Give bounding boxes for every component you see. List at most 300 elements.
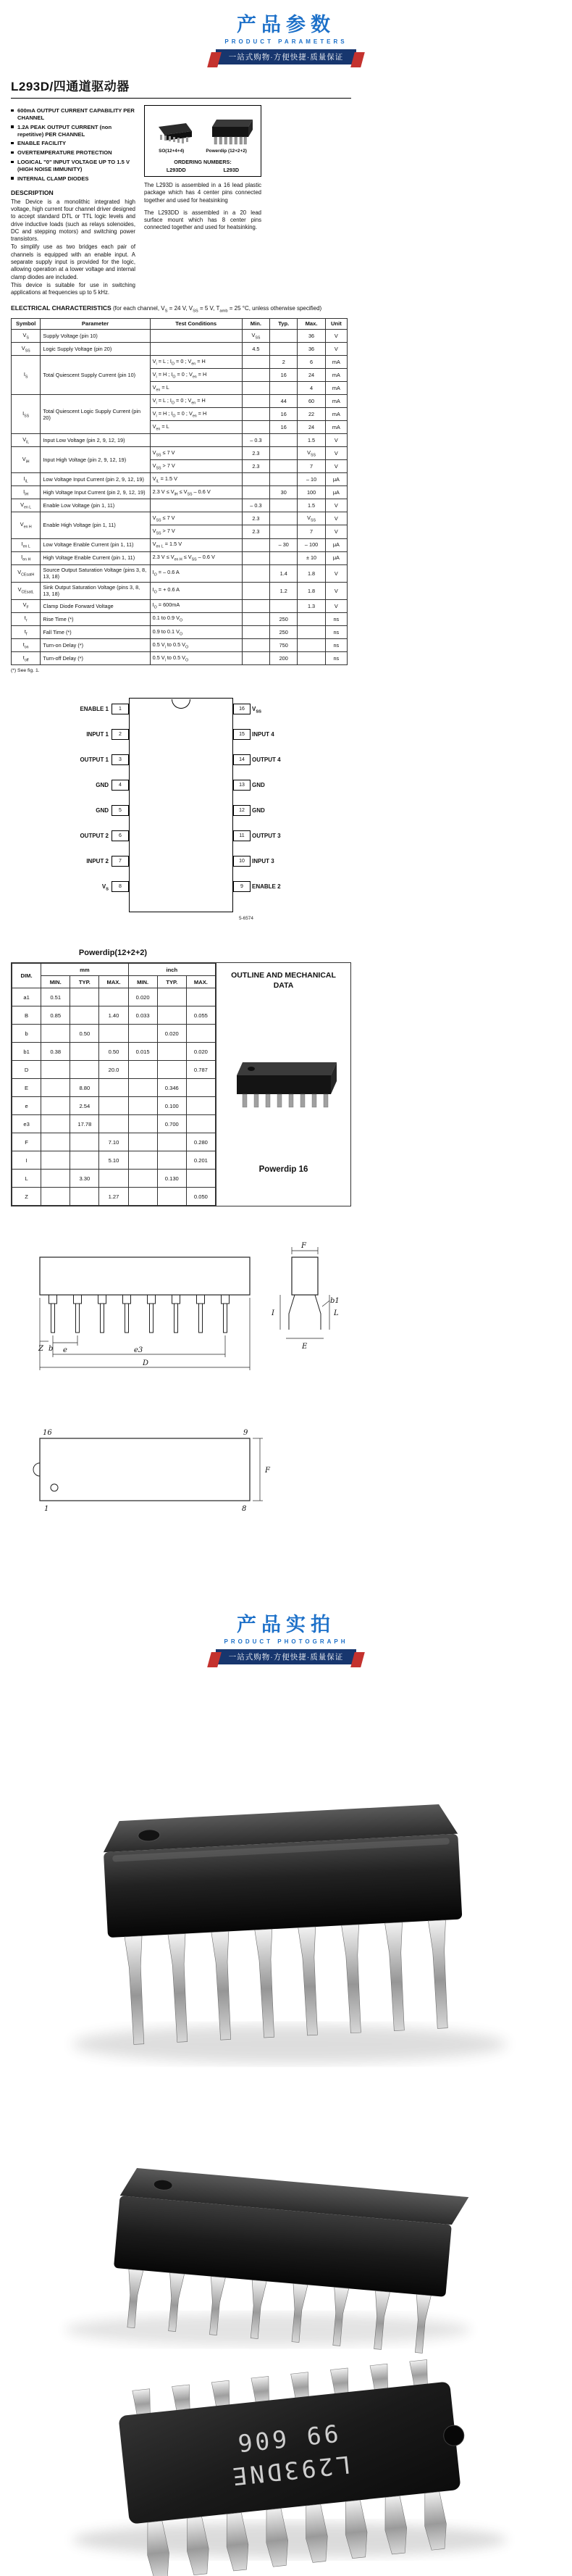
dim-name: e bbox=[12, 1097, 41, 1115]
elec-cell: 750 bbox=[270, 639, 298, 652]
dim-value bbox=[41, 1115, 70, 1133]
dim-unit-header: mm bbox=[41, 964, 128, 976]
elec-cell bbox=[270, 343, 298, 356]
elec-cell: High Voltage Input Current (pin 2, 9, 12, 19) bbox=[41, 486, 150, 499]
dim-value: 0.346 bbox=[157, 1079, 186, 1097]
package-name: Powerdip 16 bbox=[258, 1165, 308, 1175]
elec-cell: 2.3 bbox=[242, 460, 269, 473]
elec-cell bbox=[242, 369, 269, 382]
elec-cell bbox=[270, 447, 298, 460]
elec-cell: ns bbox=[325, 652, 347, 665]
elec-cell: $t_{off}$ bbox=[12, 652, 41, 665]
banner-subtitle: PRODUCT PHOTOGRAPH bbox=[224, 1638, 348, 1646]
pin-number: 11 bbox=[233, 830, 251, 841]
elec-col-header: Min. bbox=[242, 318, 269, 329]
dim-name: a1 bbox=[12, 988, 41, 1006]
mech-dim-label: E bbox=[302, 1343, 308, 1351]
dim-value bbox=[70, 1151, 99, 1170]
ordering-number-l293dd: L293DD bbox=[166, 167, 186, 173]
elec-cell: μA bbox=[325, 486, 347, 499]
elec-cell: $V_{CEsatH}$ bbox=[12, 564, 41, 582]
elec-cell: V bbox=[325, 460, 347, 473]
electrical-conditions: (for each channel, $V_S = 24$ V, $V_{SS} = 5$ V, $T_{amb} = 25$ °C, unless otherwise specified) bbox=[111, 305, 322, 314]
pin-number: 6 bbox=[112, 830, 129, 841]
dim-value: 1.27 bbox=[99, 1188, 128, 1206]
mech-dim-label: L bbox=[334, 1309, 339, 1318]
dim-value bbox=[157, 1006, 186, 1025]
elec-cell: 1.4 bbox=[270, 564, 298, 582]
elec-cell: 16 bbox=[270, 369, 298, 382]
dim-value bbox=[128, 1061, 157, 1079]
elec-cell bbox=[270, 525, 298, 538]
elec-cell: ns bbox=[325, 612, 347, 625]
elec-cell: mA bbox=[325, 356, 347, 369]
elec-cell: ns bbox=[325, 626, 347, 639]
dim-value: 0.130 bbox=[157, 1170, 186, 1188]
elec-cell: V bbox=[325, 525, 347, 538]
elec-cell: $V_{SS} > 7$ V bbox=[150, 460, 242, 473]
elec-cell: $V_{SS}$ bbox=[242, 330, 269, 343]
dim-value bbox=[128, 1151, 157, 1170]
elec-cell: 16 bbox=[270, 408, 298, 421]
elec-cell: V bbox=[325, 499, 347, 512]
dim-sub-header: TYP. bbox=[157, 976, 186, 988]
dim-value bbox=[186, 1079, 215, 1097]
elec-cell: $V_{en} = L$ bbox=[150, 421, 242, 434]
banner-product-parameters bbox=[0, 0, 572, 70]
dim-value bbox=[157, 988, 186, 1006]
dim-name: E bbox=[12, 1079, 41, 1097]
dim-value bbox=[70, 1043, 99, 1061]
elec-cell bbox=[242, 612, 269, 625]
elec-cell: $I_{iL}$ bbox=[12, 473, 41, 486]
page-title: L293D/四通道驱动器 bbox=[11, 80, 130, 93]
elec-cell: mA bbox=[325, 408, 347, 421]
chip-marking-line-1: L293DNE bbox=[228, 2450, 352, 2491]
elec-cell: $V_{en} = L$ bbox=[150, 382, 242, 395]
chip-marking-line-2: 99 606 bbox=[233, 2418, 340, 2458]
pin-label: OUTPUT 1 bbox=[80, 756, 109, 764]
dim-name: b1 bbox=[12, 1043, 41, 1061]
pin-number: 3 bbox=[112, 754, 129, 765]
elec-cell: 2.3 bbox=[242, 525, 269, 538]
outline-title: OUTLINE AND MECHANICAL DATA bbox=[231, 971, 336, 991]
elec-cell: 100 bbox=[298, 486, 325, 499]
elec-cell: $V_i = L$ ; $I_O = 0$ ; $V_{en} = H$ bbox=[150, 395, 242, 408]
elec-cell: Logic Supply Voltage (pin 20) bbox=[41, 343, 150, 356]
dim-value bbox=[99, 1115, 128, 1133]
elec-cell bbox=[150, 330, 242, 343]
product-photo-2 bbox=[0, 2105, 572, 2576]
dim-value: 2.54 bbox=[70, 1097, 99, 1115]
elec-cell: 7 bbox=[298, 460, 325, 473]
dim-value: 0.033 bbox=[128, 1006, 157, 1025]
elec-cell bbox=[270, 499, 298, 512]
dim-value bbox=[70, 1006, 99, 1025]
banner-title: 产品参数 bbox=[237, 14, 335, 36]
elec-cell: 250 bbox=[270, 626, 298, 639]
elec-cell: μA bbox=[325, 538, 347, 551]
description-paragraph: The Device is a monolithic integrated high voltage, high current four channel driver designed to accept standard DTL or TTL logic levels and drive inductive loads (such as relays solenoides, DC and stepping motors) and switching power transistors. bbox=[11, 198, 135, 243]
pin-number: 4 bbox=[112, 780, 129, 791]
feature-item: INTERNAL CLAMP DIODES bbox=[11, 175, 135, 183]
elec-cell: 1.8 bbox=[298, 564, 325, 582]
elec-cell: – 0.3 bbox=[242, 499, 269, 512]
package-box bbox=[144, 105, 261, 177]
dim-value: 0.201 bbox=[186, 1151, 215, 1170]
elec-cell: Input High Voltage (pin 2, 9, 12, 19) bbox=[41, 447, 150, 473]
elec-cell: ± 10 bbox=[298, 551, 325, 564]
dip-package-image bbox=[203, 111, 254, 147]
elec-cell: – 10 bbox=[298, 473, 325, 486]
elec-cell: mA bbox=[325, 369, 347, 382]
elec-cell bbox=[298, 652, 325, 665]
elec-cell: 0.5 $V_i$ to 0.5 $V_O$ bbox=[150, 652, 242, 665]
dim-value bbox=[157, 1133, 186, 1151]
elec-cell: V bbox=[325, 434, 347, 447]
elec-cell bbox=[242, 626, 269, 639]
elec-col-header: Parameter bbox=[41, 318, 150, 329]
elec-cell: Sink Output Saturation Voltage (pins 3, 8, 13, 18) bbox=[41, 582, 150, 599]
description-paragraphs bbox=[11, 199, 135, 297]
dim-value bbox=[41, 1061, 70, 1079]
elec-cell: 2.3 $V \le V_{en H} \le V_{SS} - 0.6$ V bbox=[150, 551, 242, 564]
pin-label: GND bbox=[252, 807, 265, 814]
elec-cell bbox=[242, 551, 269, 564]
elec-cell: mA bbox=[325, 382, 347, 395]
description-paragraph: This device is suitable for use in switching applications at frequencies up to 5 kHz. bbox=[11, 281, 135, 296]
powerdip-chip-image bbox=[222, 1045, 345, 1112]
dim-value bbox=[99, 1079, 128, 1097]
elec-cell: 200 bbox=[270, 652, 298, 665]
elec-cell: 24 bbox=[298, 421, 325, 434]
dim-value bbox=[99, 1170, 128, 1188]
dim-name: b bbox=[12, 1025, 41, 1043]
feature-item: 1.2A PEAK OUTPUT CURRENT (non repetitive) PER CHANNEL bbox=[11, 124, 135, 138]
dim-value bbox=[128, 1188, 157, 1206]
dim-value bbox=[99, 1097, 128, 1115]
electrical-characteristics bbox=[11, 304, 351, 673]
dim-value bbox=[41, 1079, 70, 1097]
elec-cell: 250 bbox=[270, 612, 298, 625]
dim-value: 17.78 bbox=[70, 1115, 99, 1133]
dim-value: 0.700 bbox=[157, 1115, 186, 1133]
pin-label: INPUT 3 bbox=[252, 858, 274, 865]
elec-cell bbox=[242, 652, 269, 665]
elec-cell: μA bbox=[325, 473, 347, 486]
elec-cell: $V_{SS}$ bbox=[298, 447, 325, 460]
elec-cell bbox=[270, 512, 298, 525]
elec-cell: $I_{en H}$ bbox=[12, 551, 41, 564]
mech-dim-label: 1 bbox=[44, 1505, 49, 1514]
elec-cell: $I_{SS}$ bbox=[12, 395, 41, 434]
dim-value bbox=[128, 1025, 157, 1043]
elec-cell: 1.5 bbox=[298, 434, 325, 447]
elec-cell: $V_{SS} \le 7$ V bbox=[150, 447, 242, 460]
pin-label: OUTPUT 4 bbox=[252, 756, 281, 764]
elec-cell: $I_S$ bbox=[12, 356, 41, 395]
mech-dim-label: Z bbox=[38, 1345, 43, 1354]
dim-value bbox=[186, 988, 215, 1006]
dim-value bbox=[186, 1115, 215, 1133]
elec-col-header: Symbol bbox=[12, 318, 41, 329]
elec-cell: 6 bbox=[298, 356, 325, 369]
elec-cell bbox=[270, 460, 298, 473]
mech-dim-label: e bbox=[63, 1346, 67, 1355]
dimensions-title: Powerdip(12+2+2) bbox=[78, 949, 148, 958]
elec-cell bbox=[270, 434, 298, 447]
dim-value bbox=[128, 1170, 157, 1188]
elec-cell: Enable Low Voltage (pin 1, 11) bbox=[41, 499, 150, 512]
elec-cell: V bbox=[325, 330, 347, 343]
pin-label: ENABLE 2 bbox=[252, 883, 281, 891]
elec-cell: – 0.3 bbox=[242, 434, 269, 447]
dim-value bbox=[157, 1043, 186, 1061]
mech-dim-label: b1 bbox=[330, 1297, 340, 1306]
pin-number: 1 bbox=[112, 704, 129, 714]
elec-cell: Low Voltage Enable Current (pin 1, 11) bbox=[41, 538, 150, 551]
package-paragraph: The L293D is assembled in a 16 lead plastic package which has 4 center pins connected together and used for heatsinking bbox=[144, 182, 261, 204]
dim-value bbox=[128, 1133, 157, 1151]
elec-cell: Total Quiescent Supply Current (pin 10) bbox=[41, 356, 150, 395]
elec-cell: 24 bbox=[298, 369, 325, 382]
datasheet-top bbox=[11, 105, 351, 297]
electrical-table bbox=[11, 318, 348, 665]
description-paragraph: To simplify use as two bridges each pair of channels is equipped with an enable input. A separate supply input is provided for the logic, allowing operation at a lower voltage and internal clamp diodes are included. bbox=[11, 243, 135, 280]
pin-number: 13 bbox=[233, 780, 251, 791]
datasheet-left-column bbox=[11, 105, 135, 297]
elec-cell: V bbox=[325, 582, 347, 599]
elec-cell bbox=[242, 382, 269, 395]
elec-col-header: Max. bbox=[298, 318, 325, 329]
elec-cell bbox=[242, 486, 269, 499]
pin-number: 7 bbox=[112, 856, 129, 867]
dim-name: D bbox=[12, 1061, 41, 1079]
package-images bbox=[148, 109, 258, 147]
elec-cell: – 100 bbox=[298, 538, 325, 551]
dim-value: 0.280 bbox=[186, 1133, 215, 1151]
elec-cell bbox=[298, 626, 325, 639]
mech-dim-label: I bbox=[272, 1309, 274, 1318]
elec-col-header: Typ. bbox=[270, 318, 298, 329]
elec-cell: $V_S$ bbox=[12, 330, 41, 343]
elec-cell: $V_{en L}$ bbox=[12, 499, 41, 512]
datasheet-right-column bbox=[144, 105, 351, 297]
elec-cell bbox=[270, 473, 298, 486]
elec-cell: 2.3 bbox=[242, 512, 269, 525]
dim-value bbox=[70, 988, 99, 1006]
elec-cell bbox=[242, 421, 269, 434]
feature-item: ENABLE FACILITY bbox=[11, 140, 135, 147]
elec-cell: 7 bbox=[298, 525, 325, 538]
dim-value: 0.050 bbox=[186, 1188, 215, 1206]
pin-number: 15 bbox=[233, 729, 251, 740]
elec-cell: V bbox=[325, 343, 347, 356]
dim-value: 7.10 bbox=[99, 1133, 128, 1151]
elec-cell: $V_{SS} \le 7$ V bbox=[150, 512, 242, 525]
elec-cell bbox=[242, 538, 269, 551]
dim-value: 0.50 bbox=[99, 1043, 128, 1061]
elec-cell: Turn-on Delay (*) bbox=[41, 639, 150, 652]
elec-cell bbox=[298, 612, 325, 625]
feature-item: LOGICAL "0" INPUT VOLTAGE UP TO 1.5 V (HIGH NOISE IMMUNITY) bbox=[11, 159, 135, 173]
dim-value bbox=[128, 1097, 157, 1115]
pin-label: OUTPUT 2 bbox=[80, 833, 109, 840]
elec-cell: $V_{iH}$ bbox=[12, 447, 41, 473]
package-paragraphs bbox=[144, 182, 261, 232]
mechanical-drawing bbox=[11, 1221, 351, 1583]
dim-value: 0.020 bbox=[128, 988, 157, 1006]
elec-cell bbox=[150, 434, 242, 447]
elec-cell: 0.9 to 0.1 $V_O$ bbox=[150, 626, 242, 639]
dim-value: 5.10 bbox=[99, 1151, 128, 1170]
dim-sub-header: MIN. bbox=[41, 976, 70, 988]
elec-cell: – 30 bbox=[270, 538, 298, 551]
elec-cell: 0.5 $V_i$ to 0.5 $V_O$ bbox=[150, 639, 242, 652]
feature-item: 600mA OUTPUT CURRENT CAPABILITY PER CHANNEL bbox=[11, 107, 135, 122]
dim-value bbox=[70, 1061, 99, 1079]
ic-body-outline bbox=[129, 698, 233, 912]
elec-cell: mA bbox=[325, 395, 347, 408]
feature-item: OVERTEMPERATURE PROTECTION bbox=[11, 149, 135, 157]
elec-cell: Clamp Diode Forward Voltage bbox=[41, 599, 150, 612]
pin-number: 14 bbox=[233, 754, 251, 765]
elec-cell: Turn-off Delay (*) bbox=[41, 652, 150, 665]
figure-code: 5-6574 bbox=[239, 916, 253, 922]
dim-value bbox=[128, 1079, 157, 1097]
dim-value bbox=[41, 1133, 70, 1151]
outline-box bbox=[216, 963, 350, 1206]
banner-ribbon: 一站式购物·方便快捷·质量保证 bbox=[216, 1649, 357, 1664]
elec-cell bbox=[270, 330, 298, 343]
so-package-label: SO(12+4+4) bbox=[159, 149, 185, 154]
dim-value bbox=[41, 1025, 70, 1043]
elec-cell: 22 bbox=[298, 408, 325, 421]
electrical-heading: ELECTRICAL CHARACTERISTICS bbox=[11, 304, 112, 312]
ordering-numbers-heading: ORDERING NUMBERS: bbox=[174, 159, 232, 165]
elec-cell: Input Low Voltage (pin 2, 9, 12, 19) bbox=[41, 434, 150, 447]
dim-value bbox=[41, 1188, 70, 1206]
elec-cell bbox=[270, 599, 298, 612]
pin-number: 10 bbox=[233, 856, 251, 867]
dim-name: I bbox=[12, 1151, 41, 1170]
dim-value: 20.0 bbox=[99, 1061, 128, 1079]
pin-number: 2 bbox=[112, 729, 129, 740]
mech-dim-label: 8 bbox=[242, 1505, 247, 1514]
elec-cell bbox=[150, 343, 242, 356]
elec-cell: $I_{iH}$ bbox=[12, 486, 41, 499]
dim-value: 0.50 bbox=[70, 1025, 99, 1043]
elec-cell bbox=[242, 564, 269, 582]
elec-cell: Total Quiescent Logic Supply Current (pin 20) bbox=[41, 395, 150, 434]
dim-name: B bbox=[12, 1006, 41, 1025]
dim-value bbox=[157, 1151, 186, 1170]
dim-value bbox=[128, 1115, 157, 1133]
elec-cell bbox=[270, 382, 298, 395]
dim-col-header: DIM. bbox=[12, 964, 41, 988]
elec-cell: mA bbox=[325, 421, 347, 434]
dim-value: 0.787 bbox=[186, 1061, 215, 1079]
dim-value bbox=[157, 1188, 186, 1206]
elec-cell: 36 bbox=[298, 330, 325, 343]
elec-cell: 2.3 bbox=[242, 447, 269, 460]
elec-cell bbox=[242, 473, 269, 486]
elec-cell: $V_{SS}$ bbox=[12, 343, 41, 356]
mech-dim-label: F bbox=[265, 1467, 270, 1475]
dim-name: e3 bbox=[12, 1115, 41, 1133]
dim-value: 0.38 bbox=[41, 1043, 70, 1061]
dim-value bbox=[41, 1097, 70, 1115]
elec-cell: μA bbox=[325, 551, 347, 564]
mech-dim-label: e3 bbox=[134, 1346, 143, 1355]
elec-cell: Low Voltage Input Current (pin 2, 9, 12, 19) bbox=[41, 473, 150, 486]
elec-cell: $V_i = L$ ; $I_O = 0$ ; $V_{en} = H$ bbox=[150, 356, 242, 369]
dim-value bbox=[186, 1170, 215, 1188]
pin-label: OUTPUT 3 bbox=[252, 833, 281, 840]
pin-diagram bbox=[58, 689, 304, 930]
pin-label: $V_S$ bbox=[101, 883, 109, 892]
pin-label: INPUT 1 bbox=[86, 731, 109, 738]
mech-dim-label: 16 bbox=[43, 1429, 52, 1438]
elec-cell: $I_{en L}$ bbox=[12, 538, 41, 551]
description-heading: DESCRIPTION bbox=[11, 188, 54, 196]
banner-title: 产品实拍 bbox=[237, 1614, 335, 1636]
banner-subtitle: PRODUCT PARAMETERS bbox=[224, 38, 348, 45]
table-footnote: (*) See fig. 1. bbox=[11, 668, 40, 674]
elec-cell: $V_{CEsatL}$ bbox=[12, 582, 41, 599]
pin-label: GND bbox=[96, 807, 109, 814]
mech-dim-label: b bbox=[49, 1345, 54, 1354]
dim-value bbox=[41, 1151, 70, 1170]
elec-cell: 16 bbox=[270, 421, 298, 434]
elec-cell: $t_r$ bbox=[12, 612, 41, 625]
pin-label: $V_{SS}$ bbox=[252, 706, 262, 714]
dim-name: L bbox=[12, 1170, 41, 1188]
pin-label: GND bbox=[252, 782, 265, 789]
pin-label: INPUT 4 bbox=[252, 731, 274, 738]
elec-cell: Fall Time (*) bbox=[41, 626, 150, 639]
dim-value: 0.020 bbox=[157, 1025, 186, 1043]
dim-name: Z bbox=[12, 1188, 41, 1206]
dim-value bbox=[70, 1133, 99, 1151]
elec-cell: $V_{SS}$ bbox=[298, 512, 325, 525]
dim-value: 1.40 bbox=[99, 1006, 128, 1025]
pin-number: 9 bbox=[233, 881, 251, 892]
elec-col-header: Test Conditions bbox=[150, 318, 242, 329]
elec-cell: $I_O$ = + 0.6 A bbox=[150, 582, 242, 599]
elec-cell bbox=[270, 551, 298, 564]
elec-cell: $I_O = 600mA$ bbox=[150, 599, 242, 612]
dimensions-table bbox=[12, 963, 216, 1206]
so-package-image bbox=[151, 117, 196, 147]
pin-label: ENABLE 1 bbox=[80, 706, 109, 713]
elec-cell bbox=[242, 639, 269, 652]
dim-sub-header: MAX. bbox=[186, 976, 215, 988]
elec-cell: 1.5 bbox=[298, 499, 325, 512]
banner-ribbon: 一站式购物·方便快捷·质量保证 bbox=[216, 49, 357, 64]
elec-cell: V bbox=[325, 512, 347, 525]
dim-value: 0.020 bbox=[186, 1043, 215, 1061]
elec-cell: 44 bbox=[270, 395, 298, 408]
divider bbox=[11, 98, 351, 99]
dim-value bbox=[70, 1188, 99, 1206]
dim-value: 8.80 bbox=[70, 1079, 99, 1097]
pin-number: 5 bbox=[112, 805, 129, 816]
elec-cell: V bbox=[325, 564, 347, 582]
mech-dim-label: F bbox=[301, 1242, 306, 1251]
pin-number: 8 bbox=[112, 881, 129, 892]
elec-cell bbox=[150, 499, 242, 512]
